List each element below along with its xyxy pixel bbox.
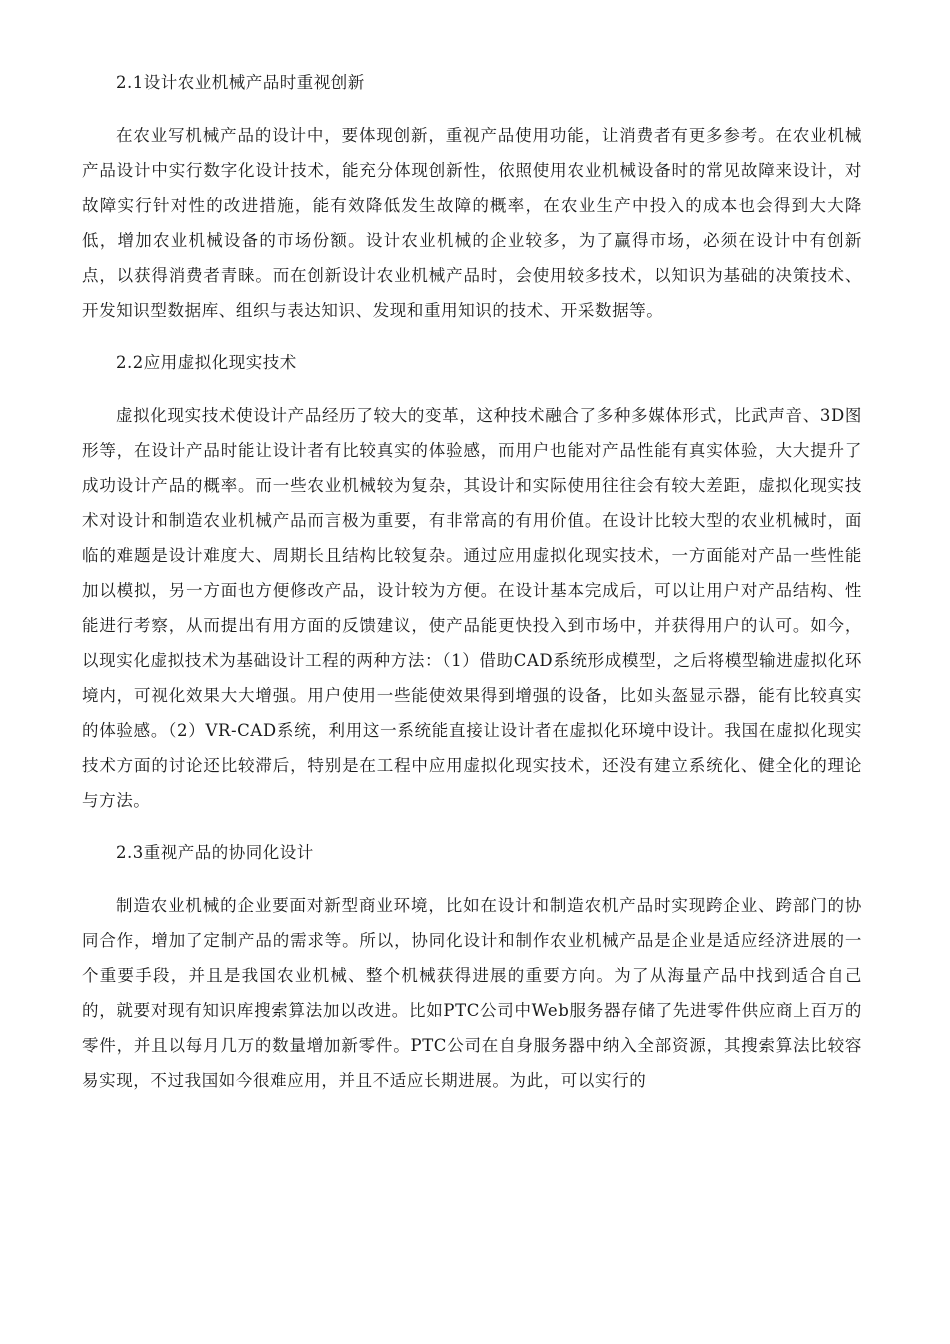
section-heading-2-1: 2.1设计农业机械产品时重视创新 (116, 73, 365, 92)
section-heading-2-2: 2.2应用虚拟化现实技术 (116, 353, 297, 372)
section-body-2-3: 制造农业机械的企业要面对新型商业环境，比如在设计和制造农机产品时实现跨企业、跨部门的协同合作，增加了定制产品的需求等。所以，协同化设计和制作农业机械产品是企业是适应经济进展的一个重要手段，并且是我国农业机械、整个机械获得进展的重要方向。为了从海量产品中找到适合自己的，就要对现有知识库搜索算法加以改进。比如PTC公司中Web服务器存储了先进零件供应商上百万的零件，并且以每月几万的数量增加新零件。PTC公司在自身服务器中纳入全部资源，其搜索算法比较容易实现，不过我国如今很难应用，并且不适应长期进展。为此，可以实行的 (82, 896, 862, 1090)
section-body-2-2: 虚拟化现实技术使设计产品经历了较大的变革，这种技术融合了多种多媒体形式，比武声音、3D图形等，在设计产品时能让设计者有比较真实的体验感，而用户也能对产品性能有真实体验，大大提升了成功设计产品的概率。而一些农业机械较为复杂，其设计和实际使用往往会有较大差距，虚拟化现实技术对设计和制造农业机械产品而言极为重要，有非常高的有用价值。在设计比较大型的农业机械时，面临的难题是设计难度大、周期长且结构比较复杂。通过应用虚拟化现实技术，一方面能对产品一些性能加以模拟，另一方面也方便修改产品，设计较为方便。在设计基本完成后，可以让用户对产品结构、性能进行考察，从而提出有用方面的反馈建议，使产品能更快投入到市场中，并获得用户的认可。如今，以现实化虚拟技术为基础设计工程的两种方法：（1）借助CAD系统形成模型，之后将模型输进虚拟化环境内，可视化效果大大增强。用户使用一些能使效果得到增强的设备，比如头盔显示器，能有比较真实的体验感。（2）VR-CAD系统，利用这一系统能直接让设计者在虚拟化环境中设计。我国在虚拟化现实技术方面的讨论还比较滞后，特别是在工程中应用虚拟化现实技术，还没有建立系统化、健全化的理论与方法。 (82, 406, 862, 810)
document-page (82, 68, 862, 1118)
section-body-2-1: 在农业写机械产品的设计中，要体现创新，重视产品使用功能，让消费者有更多参考。在农业机械产品设计中实行数字化设计技术，能充分体现创新性，依照使用农业机械设备时的常见故障来设计，对故障实行针对性的改进措施，能有效降低发生故障的概率，在农业生产中投入的成本也会得到大大降低，增加农业机械设备的市场份额。设计农业机械的企业较多，为了赢得市场，必须在设计中有创新点，以获得消费者青睐。而在创新设计农业机械产品时，会使用较多技术，以知识为基础的决策技术、开发知识型数据库、组织与表达知识、发现和重用知识的技术、开采数据等。 (82, 126, 862, 320)
section-heading-2-3: 2.3重视产品的协同化设计 (116, 843, 314, 862)
